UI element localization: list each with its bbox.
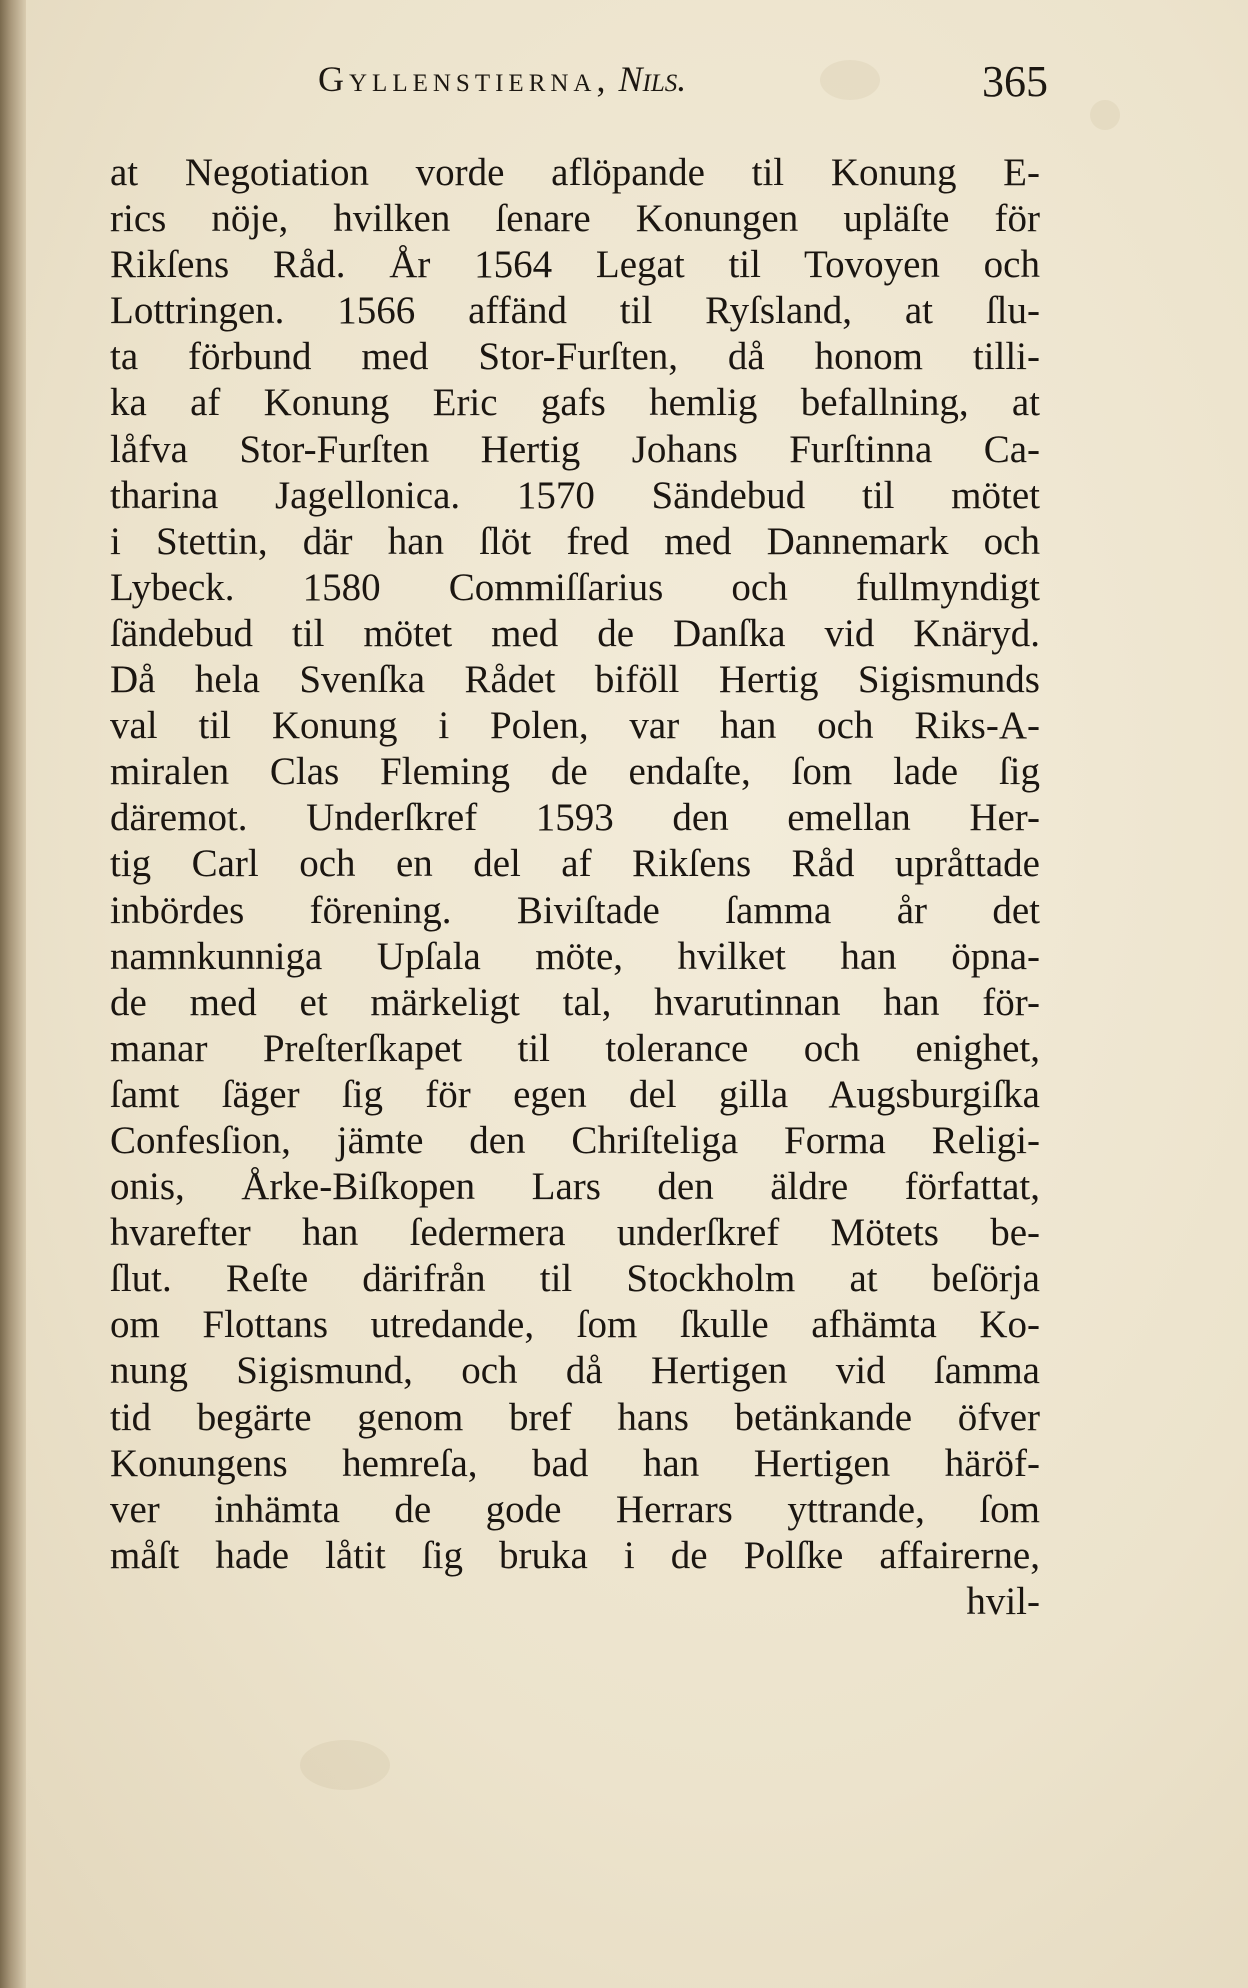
text-line: låfva Stor-Furſten Hertig Johans Furſtinna Ca-	[110, 427, 1040, 471]
text-line: ka af Konung Eric gafs hemlig befallning, at	[110, 381, 1040, 425]
catchword: hvil-	[966, 1579, 1040, 1623]
text-line: däremot. Underſkref 1593 den emellan Her-	[110, 796, 1040, 840]
text-line: rics nöje, hvilken ſenare Konungen upläſte för	[110, 197, 1040, 241]
text-line: de med et märkeligt tal, hvarutinnan han för-	[110, 980, 1040, 1024]
page-number: 365	[982, 57, 1048, 106]
text-line: i Stettin, där han ſlöt fred med Dannemark och	[110, 519, 1040, 563]
text-line: manar Preſterſkapet til tolerance och enighet,	[110, 1026, 1040, 1070]
running-head-surname: Gyllenstierna,	[318, 59, 611, 99]
text-line: ſändebud til mötet med de Danſka vid Knäryd.	[110, 611, 1040, 655]
text-line: nung Sigismund, och då Hertigen vid ſamma	[110, 1349, 1040, 1393]
text-line: tharina Jagellonica. 1570 Sändebud til mötet	[110, 473, 1040, 517]
text-line: tid begärte genom bref hans betänkande öfver	[110, 1395, 1040, 1439]
text-line: om Flottans utredande, ſom ſkulle afhämta Ko-	[110, 1303, 1040, 1347]
running-head-given-name: Nils.	[618, 59, 687, 99]
page-header	[318, 50, 1048, 120]
paper-stain	[300, 1740, 390, 1790]
paper-stain	[1090, 100, 1120, 130]
text-line: namnkunniga Upſala möte, hvilket han öpna-	[110, 934, 1040, 978]
text-line: Konungens hemreſa, bad han Hertigen häröf-	[110, 1441, 1040, 1485]
text-line: tig Carl och en del af Rikſens Råd upråttade	[110, 842, 1040, 886]
text-line: hvarefter han ſedermera underſkref Mötets be-	[110, 1211, 1040, 1255]
text-line: Confesſion, jämte den Chriſteliga Forma Religi-	[110, 1118, 1040, 1162]
text-line: at Negotiation vorde aflöpande til Konung E-	[110, 151, 1040, 194]
text-line: Då hela Svenſka Rådet biföll Hertig Sigismunds	[110, 658, 1040, 702]
text-line: ver inhämta de gode Herrars yttrande, ſom	[110, 1487, 1040, 1531]
text-line: Lybeck. 1580 Commiſſarius och fullmyndigt	[110, 565, 1040, 609]
text-line: Rikſens Råd. År 1564 Legat til Tovoyen och	[110, 243, 1040, 287]
text-line: Lottringen. 1566 affänd til Ryſsland, at ſlu-	[110, 289, 1040, 333]
text-line: måſt hade låtit ſig bruka i de Polſke affairerne,	[110, 1533, 1040, 1577]
text-line: miralen Clas Fleming de endaſte, ſom lade ſig	[110, 750, 1040, 794]
text-line: ta förbund med Stor-Furſten, då honom tilli-	[110, 335, 1040, 379]
running-head	[318, 58, 686, 100]
page-gutter	[0, 0, 26, 1988]
text-line: val til Konung i Polen, var han och Riks-A-	[110, 704, 1040, 748]
text-line: inbördes förening. Biviſtade ſamma år det	[110, 888, 1040, 932]
text-line: onis, Årke-Biſkopen Lars den äldre författat,	[110, 1165, 1040, 1209]
body-text	[110, 150, 1040, 1625]
text-line: ſamt ſäger ſig för egen del gilla Augsburgiſka	[110, 1072, 1040, 1116]
text-line: ſlut. Reſte därifrån til Stockholm at beſörja	[110, 1257, 1040, 1301]
